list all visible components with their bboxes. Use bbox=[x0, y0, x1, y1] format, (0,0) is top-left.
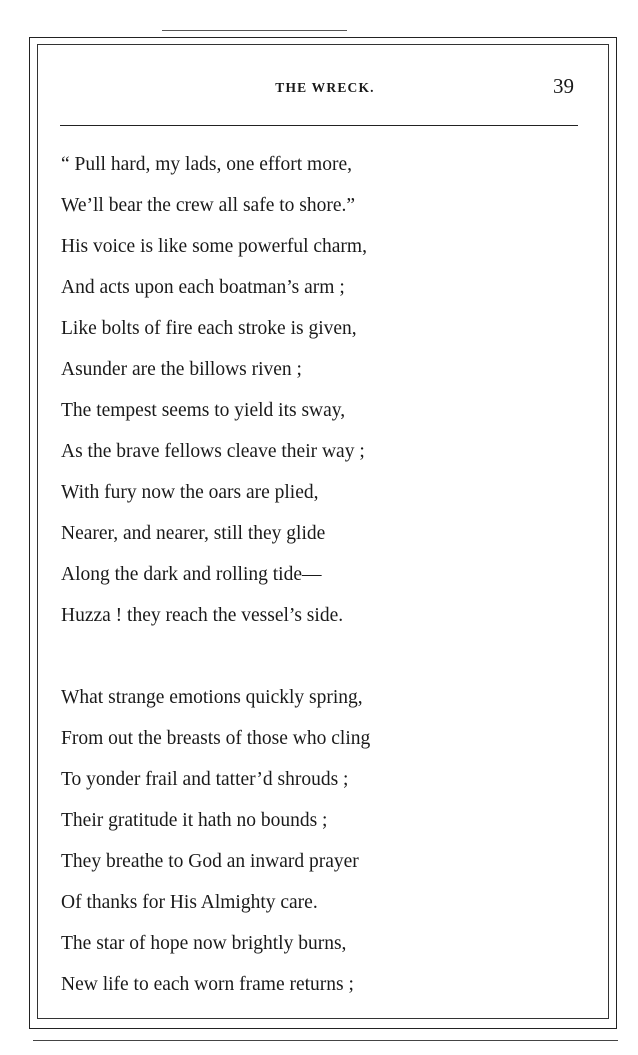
poem-line: The star of hope now brightly burns, bbox=[61, 933, 347, 954]
poem-line: “ Pull hard, my lads, one effort more, bbox=[61, 154, 352, 175]
stanza-2 bbox=[61, 677, 581, 1005]
header-rule bbox=[60, 125, 578, 126]
poem bbox=[61, 144, 581, 1005]
poem-line: With fury now the oars are plied, bbox=[61, 482, 319, 503]
poem-line: His voice is like some powerful charm, bbox=[61, 236, 367, 257]
page-number: 39 bbox=[553, 74, 574, 98]
poem-line: And acts upon each boatman’s arm ; bbox=[61, 277, 345, 298]
poem-line: They breathe to God an inward prayer bbox=[61, 851, 359, 872]
poem-line: Their gratitude it hath no bounds ; bbox=[61, 810, 328, 831]
poem-line: The tempest seems to yield its sway, bbox=[61, 400, 346, 421]
poem-line: Asunder are the billows riven ; bbox=[61, 359, 302, 380]
poem-line: As the brave fellows cleave their way ; bbox=[61, 441, 365, 462]
poem-line: From out the breasts of those who cling bbox=[61, 728, 371, 749]
poem-line: What strange emotions quickly spring, bbox=[61, 687, 363, 708]
poem-line: We’ll bear the crew all safe to shore.” bbox=[61, 195, 356, 216]
poem-line: Along the dark and rolling tide— bbox=[61, 564, 322, 585]
poem-line: New life to each worn frame returns ; bbox=[61, 974, 354, 995]
stanza-1 bbox=[61, 144, 581, 636]
running-title: THE WRECK. bbox=[275, 80, 375, 95]
poem-line: Like bolts of fire each stroke is given, bbox=[61, 318, 357, 339]
bottom-rule bbox=[33, 1040, 618, 1041]
top-rule bbox=[162, 30, 347, 31]
poem-line: To yonder frail and tatter’d shrouds ; bbox=[61, 769, 349, 790]
poem-line: Huzza ! they reach the vessel’s side. bbox=[61, 605, 344, 626]
poem-line: Of thanks for His Almighty care. bbox=[61, 892, 318, 913]
poem-line: Nearer, and nearer, still they glide bbox=[61, 523, 326, 544]
